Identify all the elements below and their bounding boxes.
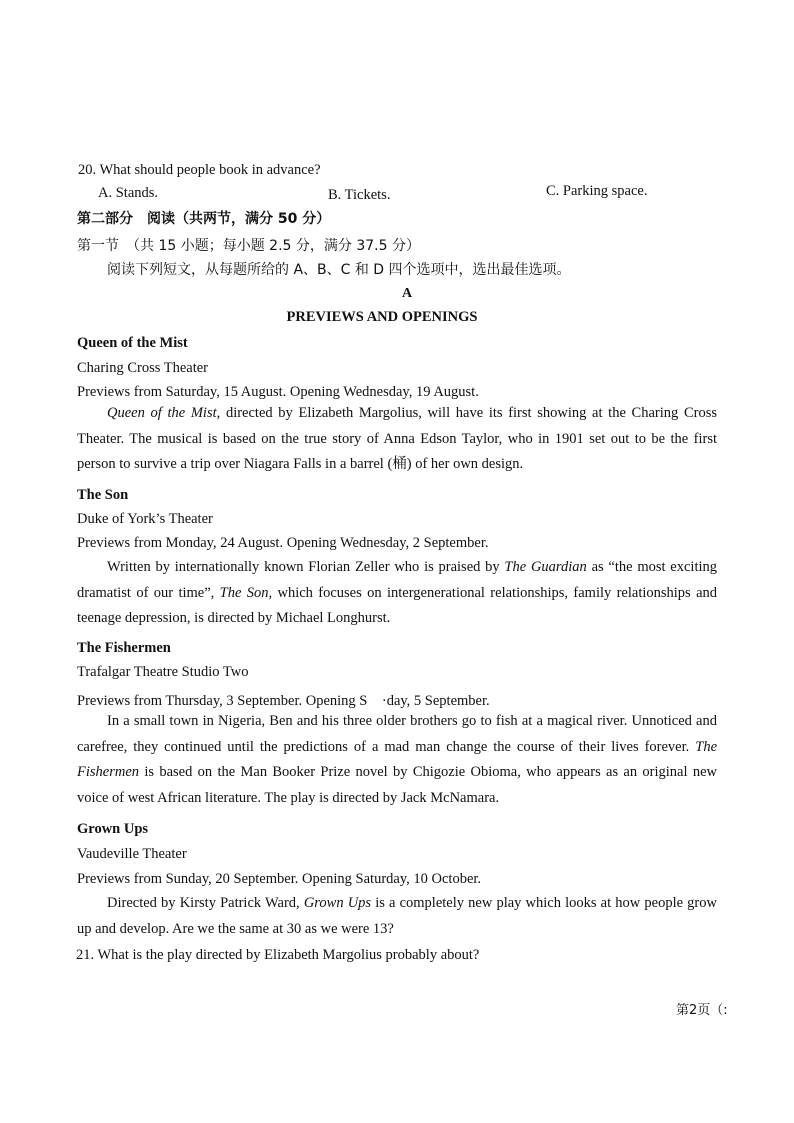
italic-title: The Son, bbox=[219, 584, 273, 601]
passage-title: PREVIEWS AND OPENINGS bbox=[286, 309, 478, 325]
italic-title: The Fishermen bbox=[77, 738, 717, 780]
option-c: C. Parking space. bbox=[546, 183, 648, 199]
show-description bbox=[77, 401, 717, 478]
part-two-heading: 第二部分 阅读（共两节，满分 50 分） bbox=[77, 211, 331, 227]
description-text: In a small town in Nigeria, Ben and his three older brothers go to fish at a magical river. Unnoticed and carefree, they continued until the predictions of a mad man change the course of their lives forever. bbox=[77, 713, 717, 755]
show-title-queen-of-the-mist: Queen of the Mist bbox=[77, 335, 188, 351]
show-title-the-fishermen: The Fishermen bbox=[77, 640, 171, 656]
show-dates: Previews from Thursday, 3 September. Opening S ·day, 5 September. bbox=[77, 693, 490, 709]
reading-instruction: 阅读下列短文，从每题所给的 A、B、C 和 D 四个选项中，选出最佳选项。 bbox=[107, 262, 571, 278]
italic-title: Queen of the Mist bbox=[107, 405, 217, 421]
description-text: is a completely new play which looks at how people grow up and develop. Are we the same at 30 as we were 13? bbox=[77, 895, 717, 937]
page-number: 第2页（: bbox=[676, 1003, 728, 1018]
passage-label: A bbox=[401, 286, 413, 301]
option-a: A. Stands. bbox=[98, 185, 159, 201]
question-20: 20. What should people book in advance? bbox=[78, 162, 321, 178]
section-one-heading: 第一节 （共 15 小题；每小题 2.5 分，满分 37.5 分） bbox=[77, 238, 420, 254]
description-text: Written by internationally known Florian Zeller who is praised by bbox=[107, 559, 505, 575]
description-text: Directed by Kirsty Patrick Ward, bbox=[107, 895, 304, 911]
show-dates: Previews from Sunday, 20 September. Opening Saturday, 10 October. bbox=[77, 871, 482, 887]
show-venue: Duke of York’s Theater bbox=[77, 511, 213, 527]
show-venue: Trafalgar Theatre Studio Two bbox=[77, 664, 249, 680]
show-description bbox=[77, 709, 717, 811]
description-text: is based on the Man Booker Prize novel by Chigozie Obioma, who appears as an original new voice of west African literature. The play is directed by Jack McNamara. bbox=[77, 764, 717, 806]
question-21: 21. What is the play directed by Elizabeth Margolius probably about? bbox=[76, 947, 480, 963]
question-20-options bbox=[98, 185, 698, 205]
italic-title: Grown Ups bbox=[303, 895, 372, 911]
description-text: , directed by Elizabeth Margolius, will have its first showing at the Charing Cross Theater. The musical is based on the true story of Anna Edson Taylor, who in 1901 set out to be the first person to survive a trip over Niagara Falls in a barrel (桶) of her own design. bbox=[77, 405, 717, 472]
show-dates: Previews from Monday, 24 August. Opening Wednesday, 2 September. bbox=[77, 535, 489, 551]
show-venue: Charing Cross Theater bbox=[77, 360, 209, 376]
description-text: as “the most exciting dramatist of our time”, bbox=[77, 559, 717, 601]
show-description bbox=[77, 891, 717, 942]
description-text: which focuses on intergenerational relationships, family relationships and teenage depression, is directed by Michael Longhurst. bbox=[77, 584, 717, 626]
option-b: B. Tickets. bbox=[328, 187, 391, 203]
show-title-grown-ups: Grown Ups bbox=[77, 821, 149, 837]
show-title-the-son: The Son bbox=[77, 487, 129, 503]
show-description bbox=[77, 555, 717, 632]
show-dates: Previews from Saturday, 15 August. Opening Wednesday, 19 August. bbox=[77, 384, 479, 400]
italic-title: The Guardian bbox=[504, 559, 587, 575]
show-venue: Vaudeville Theater bbox=[77, 846, 187, 862]
